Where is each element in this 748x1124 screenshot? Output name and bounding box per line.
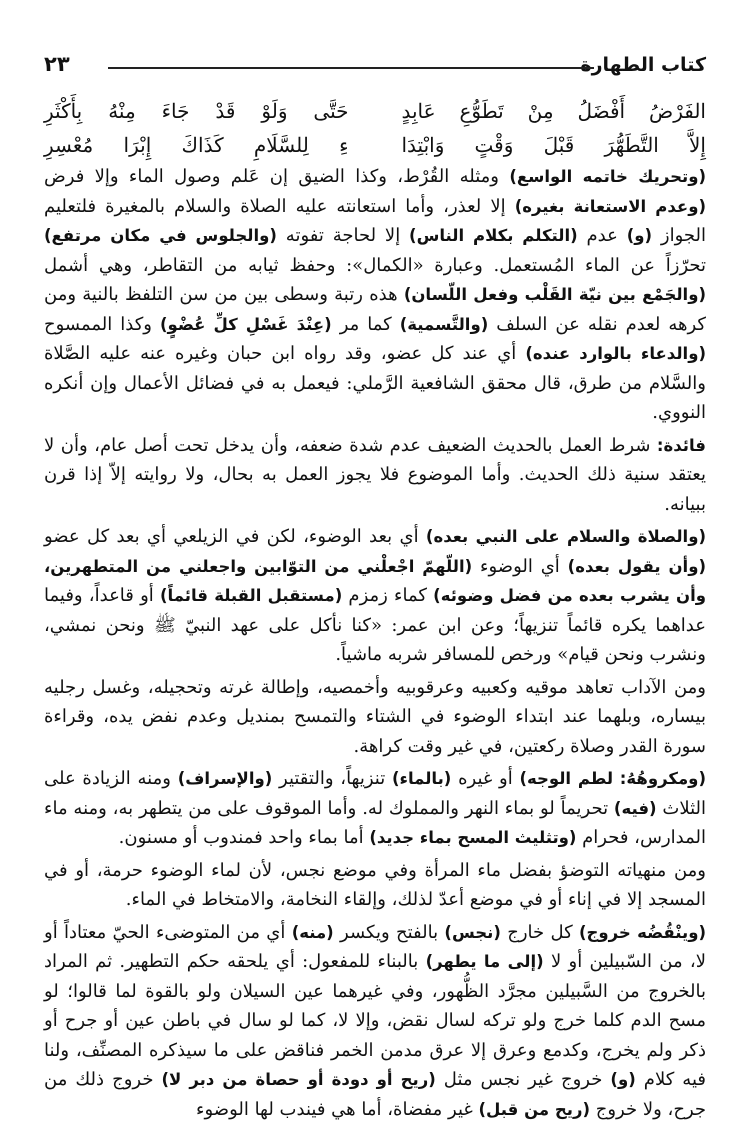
book-title: كتاب الطهارة xyxy=(580,54,706,76)
bold-term: (والجَمْع بين نيّة القَلْب وفعل اللّسان) xyxy=(404,285,706,304)
bold-term: (والصلاة والسلام على النبي بعده) xyxy=(426,527,706,546)
text-run: أي من المتوضىء الحيّ معتاداً أو لا، من السّبيلين أو لا xyxy=(44,922,706,973)
bold-term: (وينْقُضُه خروج) xyxy=(579,923,706,942)
text-run: أو قاعداً، وفيما عداهما يكره قائماً تنزيهاً؛ وعن ابن عمر: «كنا نأكل على عهد النبيّ ﷺ ونحن نمشي، ونشرب ونحن قيام» ورخص للمسافر شربه ماشياً. xyxy=(44,585,706,665)
paragraph xyxy=(44,673,706,762)
text-run: بالفتح ويكسر xyxy=(334,922,445,943)
text-run: عدم xyxy=(578,225,627,246)
bold-term: (والتَّسمية) xyxy=(400,315,489,334)
paragraph xyxy=(44,162,706,428)
text-run: ومنه الزيادة على الثلاث xyxy=(44,768,706,819)
text-run: كماء زمزم xyxy=(342,585,433,606)
bold-term: (فيه) xyxy=(614,799,657,818)
bold-term: (بالماء) xyxy=(392,769,451,788)
bold-term: (و) xyxy=(627,226,652,245)
text-run: ومن منهياته التوضؤ بفضل ماء المرأة وفي موضع نجس، لأن لماء الوضوء حرمة، أو في المسجد إلا في إناء أو في موضع أعدّ لذلك، وإلقاء النخامة، والامتخاط في الماء. xyxy=(44,860,706,911)
bold-term: (والإسراف) xyxy=(178,769,273,788)
text-run: إلا لعذر، وأما استعانته عليه الصلاة والسلام بالمغيرة فلتعليم الجواز xyxy=(44,196,706,247)
verse-hemistich-right: إِلاَّ التَّطَهُّرَ قَبْلَ وَقْتٍ وَابْتِدَا xyxy=(401,128,706,162)
text-run: تنزيهاً، والتقتير xyxy=(272,768,392,789)
bold-term: (و) xyxy=(610,1070,635,1089)
text-run: كما مر xyxy=(332,314,400,335)
running-header xyxy=(44,52,706,84)
text-run: بالبناء للمفعول: أي يلحقه حكم التطهير. ثم المراد بالخروج من السَّبيلين مجرَّد الظُّهور، وفي غيرهما عين السيلان ولو بالقوة لما قالوا؛ لو مسح الدم كلما خرج ولو تركه لسال نقض، وإلا لا، كما لو سال في باطن عين أو جرح أو ذكر ولم يخرج، وكدمع وعرق إلا عرق مدمن الخمر فناقض على ما سيذكره المصنِّف، ولنا فيه كلام xyxy=(44,951,706,1090)
bold-term: (منه) xyxy=(292,923,334,942)
text-run: خروج غير نجس مثل xyxy=(436,1069,611,1090)
text-run: خروج ذلك من جرح، ولا خروج xyxy=(44,1069,706,1120)
bold-term: (مستقبل القبلة قائماً) xyxy=(160,586,342,605)
bold-term: (ريح أو دودة أو حصاة من دبر لا) xyxy=(162,1070,436,1089)
text-run: كل خارج xyxy=(501,922,579,943)
poem-verse xyxy=(44,94,706,128)
bold-term: (التكلم بكلام الناس) xyxy=(409,226,578,245)
bold-term: (عِنْدَ غَسْلِ كلِّ عُضْوٍ) xyxy=(160,315,332,334)
text-run: أي عند كل عضو، وقد رواه ابن حبان وغيره عنه عليه الصَّلاة والسَّلام من طرق، قال محقق الشافعية الرَّملي: فيعمل به في فضائل الأعمال وإن أنكره النووي. xyxy=(44,343,706,423)
bold-term: (إلى ما يطهر) xyxy=(426,952,544,971)
text-run: شرط العمل بالحديث الضعيف عدم شدة ضعفه، وأن يدخل تحت أصل عام، وأن لا يعتقد سنية ذلك الحديث. وأما الموضوع فلا يجوز العمل به بحال، ولا روايته إلاّ إذا قرن ببيانه. xyxy=(44,435,706,515)
verse-hemistich-left: ءِ لِلسَّلَامِ كَذَاكَ إِبْرَا مُعْسِرِ xyxy=(44,128,349,162)
bold-term: (ومكروهُهُ: لطم الوجه) xyxy=(519,769,706,788)
paragraph xyxy=(44,431,706,520)
body-text xyxy=(44,162,706,1124)
bold-term: (نجس) xyxy=(444,923,501,942)
poem-block xyxy=(44,94,706,162)
text-run: تحرّزاً عن الماء المُستعمل. وعبارة «الكمال»: وحفظ ثيابه من التقاطر، وهي أشمل xyxy=(44,255,706,276)
paragraph xyxy=(44,918,706,1124)
bold-term: (وتحريك خاتمه الواسع) xyxy=(509,167,706,186)
paragraph xyxy=(44,522,706,670)
bold-term: (وتثليث المسح بماء جديد) xyxy=(369,828,576,847)
verse-hemistich-right: الفَرْضُ أَفْضَلُ مِنْ تَطَوُّعِ عَابِدٍ xyxy=(401,94,706,128)
text-run: إلا لحاجة تفوته xyxy=(277,225,409,246)
bold-term: (والجلوس في مكان مرتفع) xyxy=(44,226,277,245)
paragraph xyxy=(44,764,706,853)
text-run: وكذا الممسوح xyxy=(44,314,160,335)
bold-term: (اللّهمّ اجْعلْني من التوّابين واجعلني من المتطهرين، وأن يشرب بعده من فضل وضوئه) xyxy=(44,557,706,606)
text-run: ومن الآداب تعاهد موقيه وكعبيه وعرقوبيه وأخمصيه، وإطالة غرته وتحجيله، وغسل رجليه بيساره، وبلهما عند ابتداء الوضوء في الشتاء والتمسح بمنديل وعدم نفض يده، وقراءة سورة القدر وصلاة ركعتين، في غير وقت كراهة. xyxy=(44,677,706,757)
text-run: تحريماً لو بماء النهر والمملوك له. وأما الموقوف على من يتطهر به، ومنه ماء المدارس، فحرام xyxy=(44,798,706,849)
bold-term: (ريح من قبل) xyxy=(479,1100,591,1119)
verse-hemistich-left: حَتَّى وَلَوْ قَدْ جَاءَ مِنْهُ بِأَكْثَرِ xyxy=(44,94,349,128)
header-rule xyxy=(108,67,594,69)
page-number: ٢٣ xyxy=(44,52,70,76)
bold-term: (وأن يقول بعده) xyxy=(568,557,706,576)
bold-term: فائدة: xyxy=(657,436,706,455)
text-run: أي بعد الوضوء، لكن في الزيلعي أي بعد كل عضو xyxy=(44,526,426,547)
poem-verse xyxy=(44,128,706,162)
bold-term: (وعدم الاستعانة بغيره) xyxy=(515,197,706,216)
text-run: غير مفضاة، أما هي فيندب لها الوضوء xyxy=(196,1099,479,1120)
text-run: أما بماء واحد فمندوب أو مسنون. xyxy=(119,827,370,848)
text-run: أي الوضوء xyxy=(472,556,567,577)
paragraph xyxy=(44,856,706,915)
document-page xyxy=(44,52,706,1072)
text-run: هذه رتبة وسطى بين من سن التلفظ بالنية ومن كرهه لعدم نقله عن السلف xyxy=(44,284,706,335)
bold-term: (والدعاء بالوارد عنده) xyxy=(525,344,706,363)
text-run: أو غيره xyxy=(451,768,519,789)
text-run: ومثله القُرْط، وكذا الضيق إن عَلم وصول الماء وإلا فرض xyxy=(44,166,509,187)
